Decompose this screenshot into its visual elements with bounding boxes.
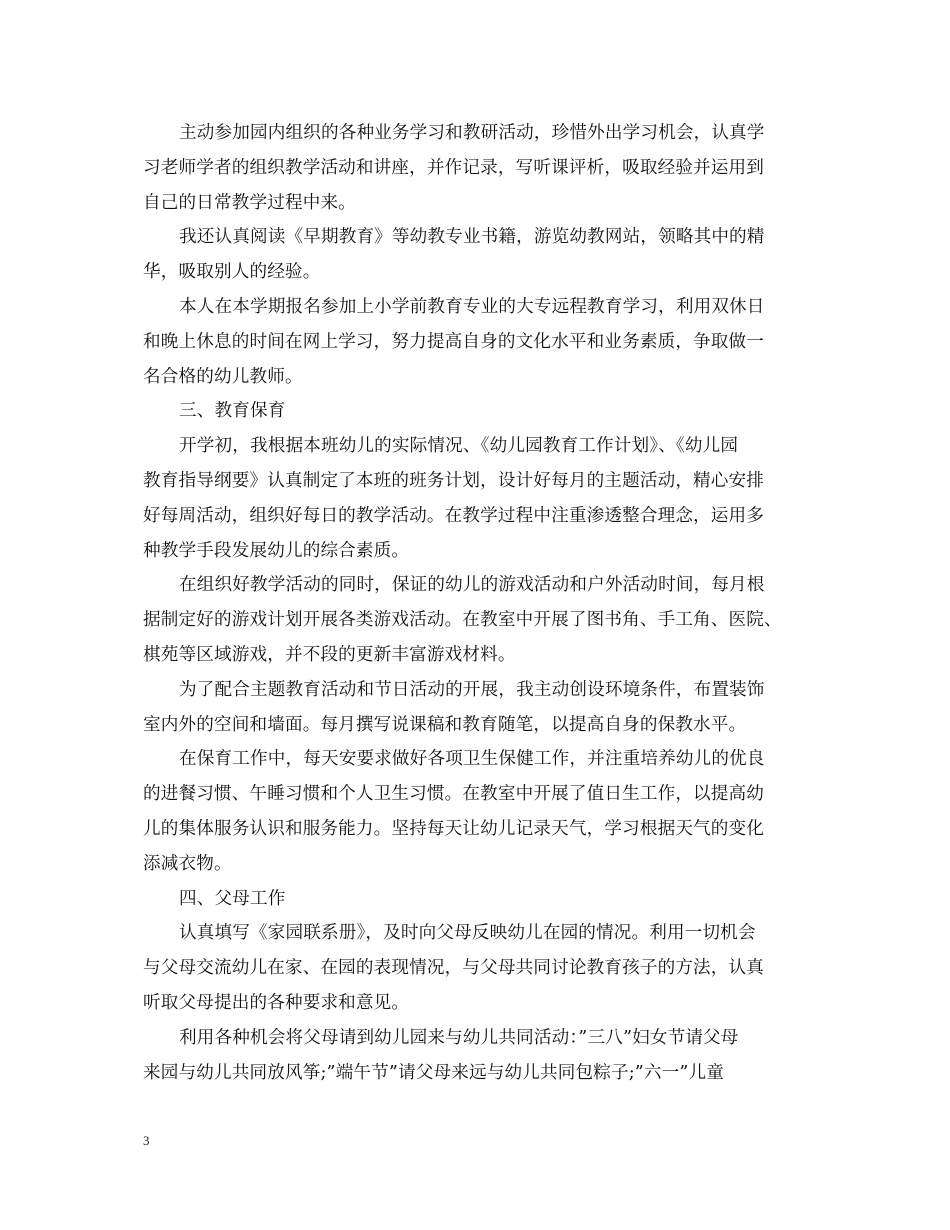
text-line: 利用各种机会将父母请到幼儿园来与幼儿共同活动：”三八”妇女节请父母 [179,1027,739,1048]
text-line: 室内外的空间和墙面。每月撰写说课稿和教育随笔，以提高自身的保教水平。 [143,714,747,735]
text-line: 来园与幼儿共同放风筝;”端午节”请父母来远与幼儿共同包粽子;”六一”儿童 [143,1062,725,1083]
text-line: 华，吸取别人的经验。 [143,262,321,283]
text-line: 为了配合主题教育活动和节日活动的开展，我主动创设环境条件，布置装饰 [179,679,765,700]
text-line: 在保育工作中，每天安要求做好各项卫生保健工作，并注重培养幼儿的优良 [179,749,765,770]
text-line: 儿的集体服务认识和服务能力。坚持每天让幼儿记录天气，学习根据天气的变化 [143,818,765,839]
text-line: 听取父母提出的各种要求和意见。 [143,992,410,1013]
page-number: 3 [143,1133,150,1148]
text-line: 据制定好的游戏计划开展各类游戏活动。在教室中开展了图书角、手工角、医院、 [143,610,782,631]
text-line: 的进餐习惯、午睡习惯和个人卫生习惯。在教室中开展了值日生工作，以提高幼 [143,784,765,805]
text-line: 习老师学者的组织教学活动和讲座，并作记录，写听课评析，吸取经验并运用到 [143,157,765,178]
text-line: 与父母交流幼儿在家、在园的表现情况，与父母共同讨论教育孩子的方法，认真 [143,958,765,979]
text-line: 教育指导纲要》认真制定了本班的班务计划，设计好每月的主题活动，精心安排 [143,470,765,491]
text-line: 主动参加园内组织的各种业务学习和教研活动，珍惜外出学习机会，认真学 [179,123,765,143]
text-line: 添减衣物。 [143,853,232,874]
body-text [143,116,798,1090]
text-line: 我还认真阅读《早期教育》等幼教专业书籍，游览幼教网站，领略其中的精 [179,227,765,248]
text-line: 三、教育保育 [179,401,286,422]
text-line: 开学初，我根据本班幼儿的实际情况、《幼儿园教育工作计划》、《幼儿园 [179,436,739,457]
text-line: 和晚上休息的时间在网上学习，努力提高自身的文化水平和业务素质，争取做一 [143,331,765,352]
text-line: 好每周活动，组织好每日的教学活动。在教学过程中注重渗透整合理念，运用多 [143,505,765,526]
text-line: 棋苑等区域游戏，并不段的更新丰富游戏材料。 [143,644,516,665]
text-line: 认真填写《家园联系册》，及时向父母反映幼儿在园的情况。利用一切机会 [179,923,756,944]
text-line: 自己的日常教学过程中来。 [143,192,356,213]
text-line: 四、父母工作 [179,888,286,909]
text-line: 种教学手段发展幼儿的综合素质。 [143,540,410,561]
text-line: 本人在本学期报名参加上小学前教育专业的大专远程教育学习，利用双休日 [179,296,765,317]
text-line: 在组织好教学活动的同时，保证的幼儿的游戏活动和户外活动时间，每月根 [179,575,765,596]
text-line: 名合格的幼儿教师。 [143,366,303,387]
